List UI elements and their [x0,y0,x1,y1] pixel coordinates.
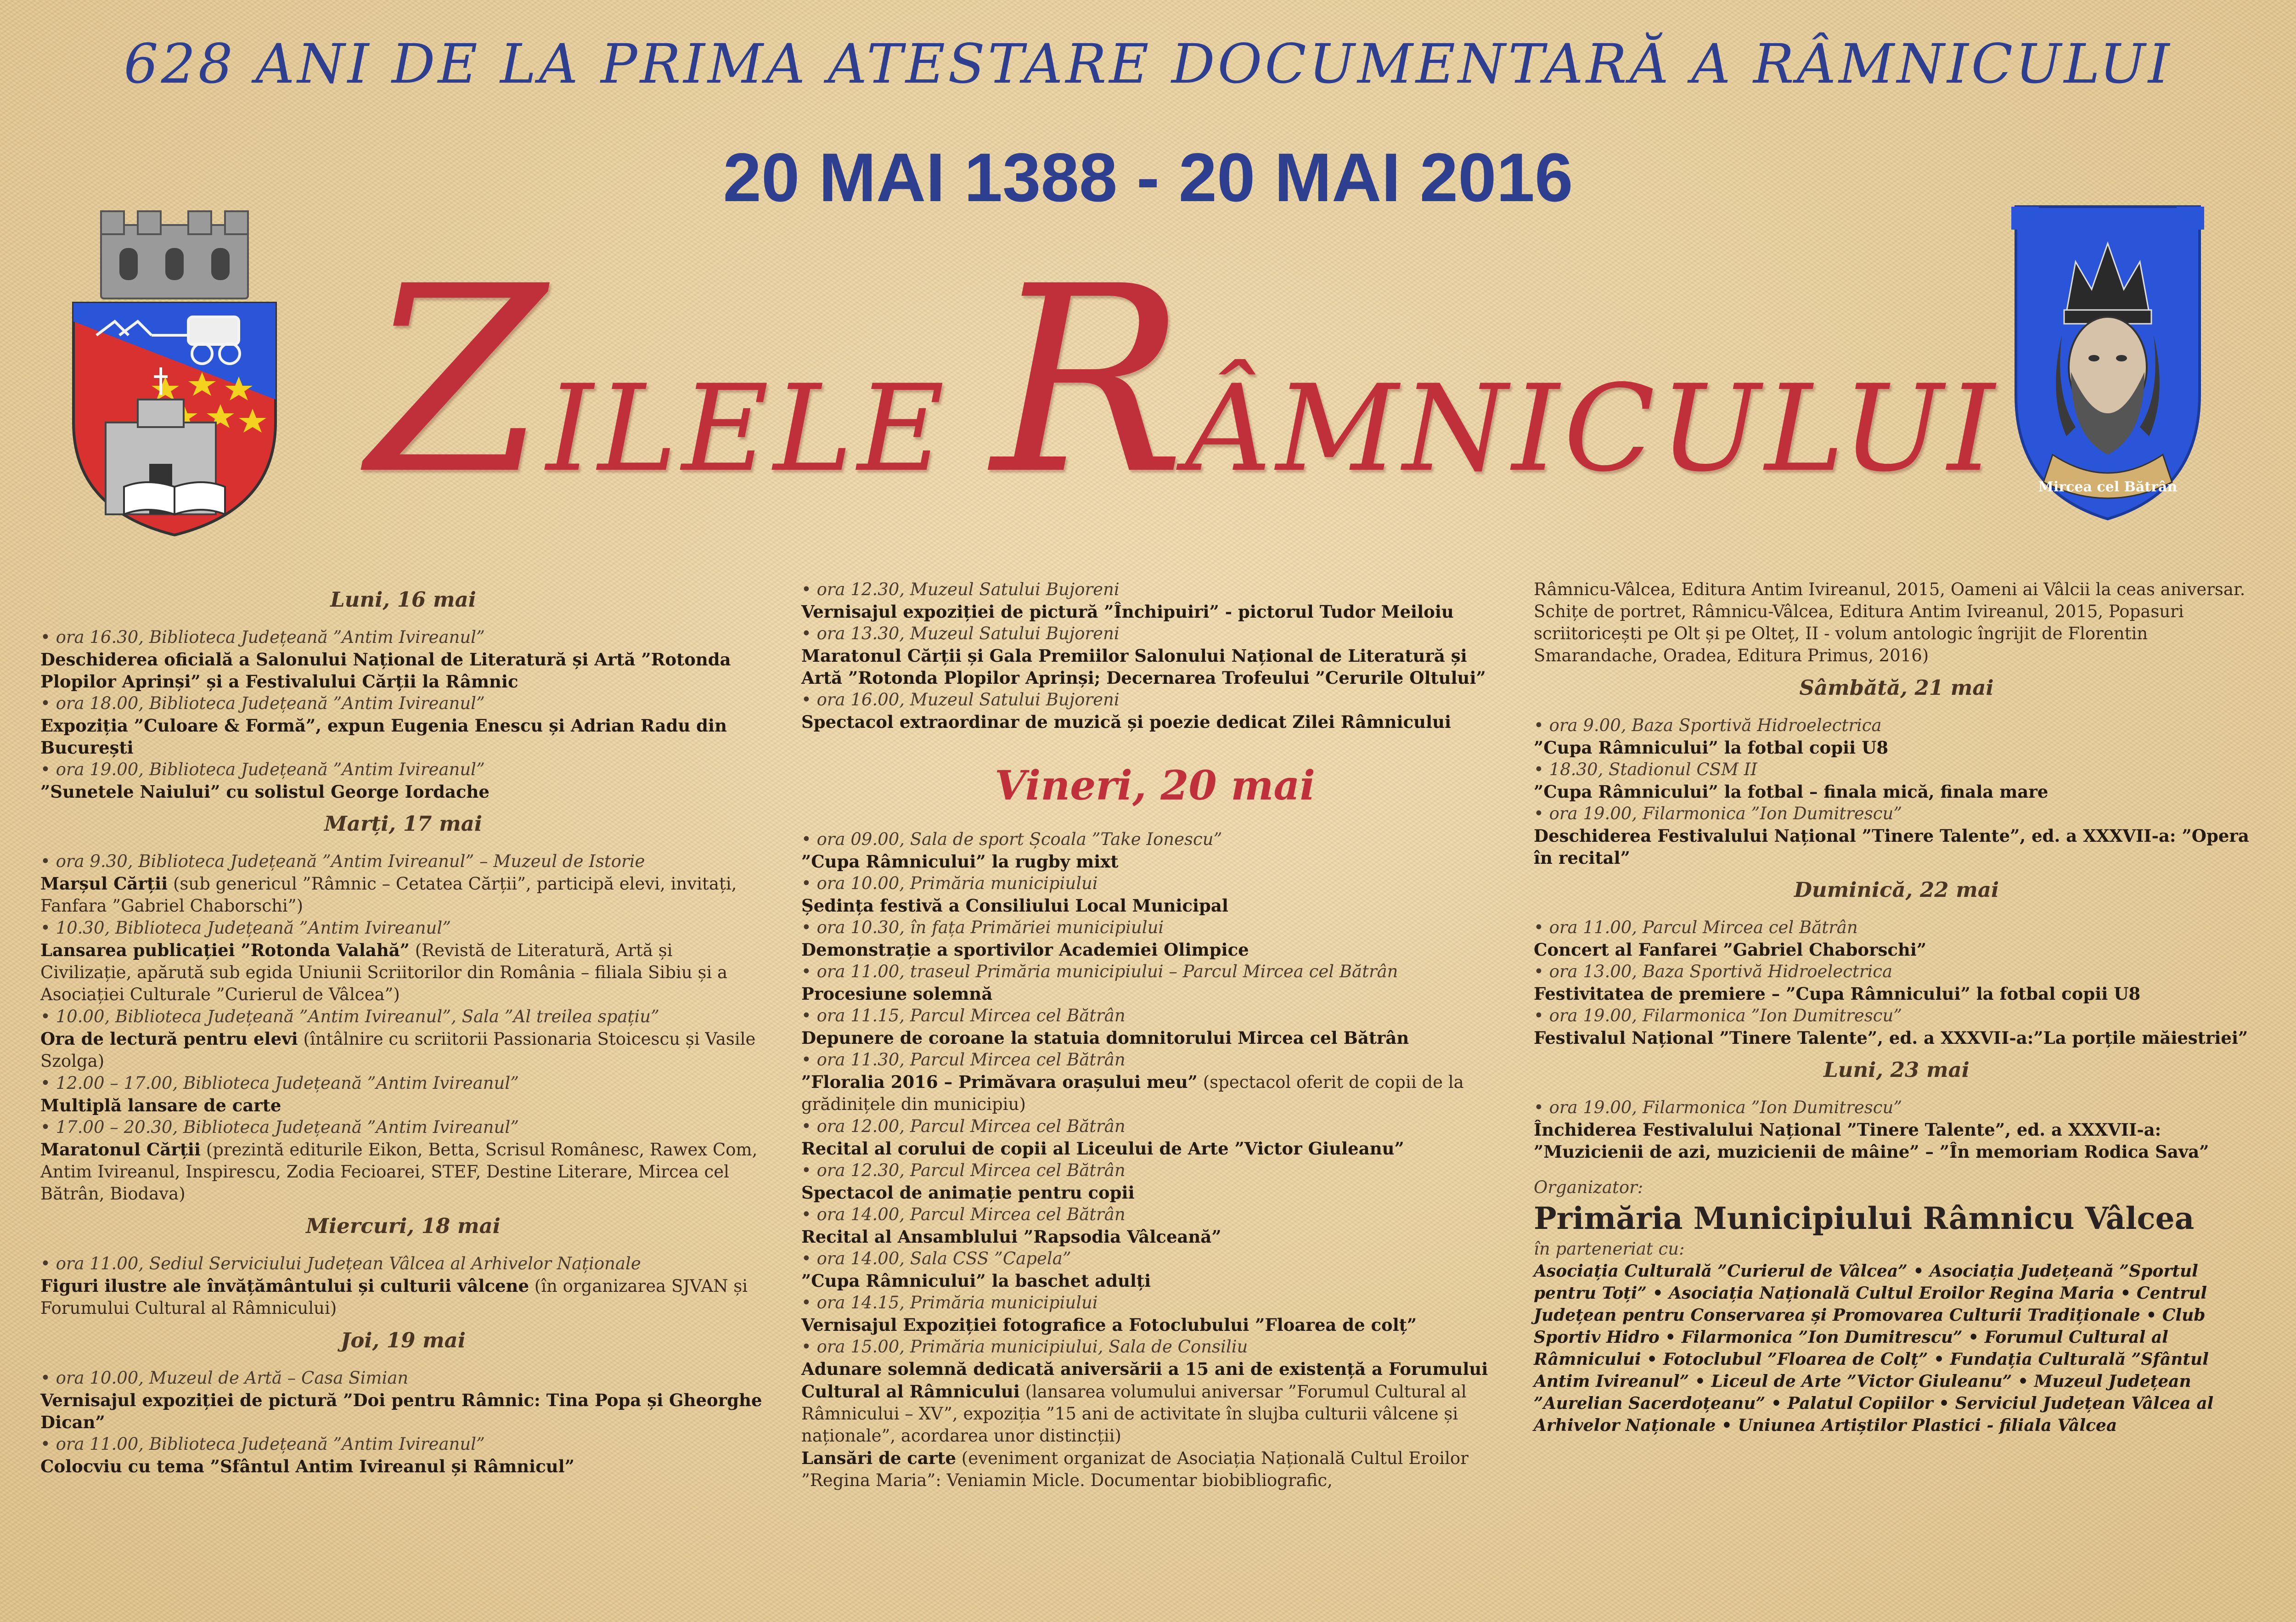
title-word-1-rest: ILELE [546,360,991,498]
day-heading: Sâmbătă, 21 mai [1534,677,2259,699]
title-initial-z: Z [367,231,546,531]
event-details: (prezintă editurile Eikon, Betta, Scrisul Românesc, Rawex Com, Antim Ivireanul, Inspirescu, Zodia Fecioarei, STEF, Destine Literare, Mircea cel Bătrân, Biodava) [40,1140,757,1204]
event-title: Maratonul Cărții și Gala Premiilor Salonului Național de Literatură și Artă ”Rotonda Plopilor Aprinși; Decernarea Trofeului ”Cerurile Oltului” [801,645,1508,689]
event-time-place: • ora 15.00, Primăria municipiului, Sala de Consiliu [801,1336,1508,1358]
event-title: Ședința festivă a Consiliului Local Municipal [801,895,1508,917]
event-time-place: • 17.00 – 20.30, Biblioteca Județeană ”Antim Ivireanul” [40,1116,766,1138]
event-details: (în organizarea SJVAN și Forumului Cultural al Râmnicului) [40,1276,748,1318]
event-title: ”Cupa Râmnicului” la baschet adulți [801,1270,1508,1292]
event-title: Lansarea publicației ”Rotonda Valahă” [40,940,410,960]
event-title: Recital al Ansamblului ”Rapsodia Vâlceană” [801,1226,1508,1248]
event-time-place: • ora 13.00, Baza Sportivă Hidroelectrica [1534,961,2259,983]
event-title: Maratonul Cărții [40,1139,201,1160]
crest-caption: Mircea cel Bătrân [2038,479,2178,495]
event-time-place: • ora 10.00, Muzeul de Artă – Casa Simian [40,1367,766,1389]
event-time-place: • ora 11.00, traseul Primăria municipiului – Parcul Mircea cel Bătrân [801,961,1508,983]
event-title: Spectacol de animație pentru copii [801,1182,1508,1204]
event-details: (sub genericul ”Râmnic – Cetatea Cărții”, participă elevi, invitați, Fanfara ”Gabriel Chaborschi”) [40,874,737,916]
event-time-place: • ora 9.00, Baza Sportivă Hidroelectrica [1534,715,2259,737]
event-title: ”Sunetele Naiului” cu solistul George Iordache [40,781,766,803]
event-title: Multiplă lansare de carte [40,1094,766,1116]
event-title: Ora de lectură pentru elevi [40,1029,298,1049]
event-time-place: • ora 12.30, Parcul Mircea cel Bătrân [801,1160,1508,1182]
event-title: ”Cupa Râmnicului” la fotbal – finala mică, finala mare [1534,781,2259,803]
event-time-place: • ora 11.00, Parcul Mircea cel Bătrân [1534,917,2259,939]
event-time-place: • ora 12.00, Parcul Mircea cel Bătrân [801,1115,1508,1138]
event-time-place: • ora 14.00, Parcul Mircea cel Bătrân [801,1204,1508,1226]
event-time-place: • ora 12.30, Muzeul Satului Bujoreni [801,579,1508,601]
event-title: Deschiderea Festivalului Național ”Tinere Talente”, ed. a XXXVII-a: ”Opera în recital” [1534,825,2259,869]
event-time-place: • ora 19.00, Filarmonica ”Ion Dumitrescu” [1534,1097,2259,1119]
date-range: 20 MAI 1388 - 20 MAI 2016 [0,138,2296,217]
event-title: Festivalul Național ”Tinere Talente”, ed. a XXXVII-a:”La porțile măiestriei” [1534,1027,2259,1049]
event-time-place: • ora 10.00, Primăria municipiului [801,873,1508,895]
event-title: Adunare solemnă dedicată aniversării a 15 ani de existență a Forumului Cultural al Râmnicului [801,1359,1488,1402]
event-title: Expoziția ”Culoare & Formă”, expun Eugenia Enescu și Adrian Radu din București [40,715,766,759]
event-title: Marșul Cărții [40,873,168,894]
event-time-place: • ora 11.30, Parcul Mircea cel Bătrân [801,1049,1508,1071]
event-time-place: • ora 18.00, Biblioteca Județeană ”Antim Ivireanul” [40,693,766,715]
event-time-place: • ora 09.00, Sala de sport Școala ”Take Ionescu” [801,828,1508,850]
event-title: ”Floralia 2016 – Primăvara orașului meu” [801,1072,1198,1092]
event-title: Vernisajul expoziției de pictură ”Doi pentru Râmnic: Tina Popa și Gheorghe Dican” [40,1389,766,1433]
event-time-place: • ora 19.00, Filarmonica ”Ion Dumitrescu” [1534,803,2259,825]
event-details: (întâlnire cu scriitorii Passionaria Stoicescu și Vasile Szolga) [40,1029,755,1071]
event-time-place: • ora 11.15, Parcul Mircea cel Bătrân [801,1005,1508,1027]
event-title: Vernisajul expoziției de pictură ”Închipuiri” - pictorul Tudor Meiloiu [801,601,1508,623]
event-title: Demonstrație a sportivilor Academiei Olimpice [801,939,1508,961]
event-title: Vernisajul Expoziției fotografice a Fotoclubului ”Floarea de colț” [801,1314,1508,1336]
event-title: Închiderea Festivalului Național ”Tinere Talente”, ed. a XXXVII-a: ”Muzicienii de azi, muzicienii de mâine” – ”În memoriam Rodica Sava” [1534,1119,2259,1163]
event-details: (eveniment organizat de Asociația Națională Cultul Eroilor ”Regina Maria”: Veniamin Micle. Documentar biobibliografic, [801,1448,1469,1490]
event-title: Colocviu cu tema ”Sfântul Antim Ivireanul și Râmnicul” [40,1455,766,1477]
event-time-place: • 10.00, Biblioteca Județeană ”Antim Ivireanul”, Sala ”Al treilea spațiu” [40,1006,766,1028]
partners-list: Asociația Culturală ”Curierul de Vâlcea” • Asociația Județeană ”Sportul pentru Toți” • Asociația Națională Cultul Eroilor Regina Maria • Centrul Județean pentru Conservarea și Promovarea Culturii Tradiționale • Club Sportiv Hidro • Filarmonica ”Ion Dumitrescu” • Forumul Cultural al Râmnicului • Fotoclubul ”Floarea de Colț” • Fundația Culturală ”Sfântul Antim Ivireanul” • Liceul de Arte ”Victor Giuleanu” • Muzeul Județean ”Aurelian Sacerdoțeanu” • Palatul Copiilor • Serviciul Județean Vâlcea al Arhivelor Naționale • Uniunea Artiștilor Plastici - filiala Vâlcea [1534,1260,2259,1436]
day-heading-main: Vineri, 20 mai [801,774,1508,796]
event-title: Festivitatea de premiere – ”Cupa Râmnicului” la fotbal copii U8 [1534,983,2259,1005]
event-time-place: • 10.30, Biblioteca Județeană ”Antim Ivireanul” [40,917,766,939]
event-time-place: • ora 16.30, Biblioteca Județeană ”Antim Ivireanul” [40,626,766,648]
event-details: (Revistă de Literatură, Artă și Civilizație, apărută sub egida Uniunii Scriitorilor din România – filiala Sibiu și a Asociației Culturale ”Curierul de Vâlcea”) [40,941,727,1004]
event-time-place: • ora 19.00, Filarmonica ”Ion Dumitrescu” [1534,1005,2259,1027]
title-initial-r: R [991,231,1185,531]
day-heading: Luni, 23 mai [1534,1059,2259,1081]
event-time-place: • ora 16.00, Muzeul Satului Bujoreni [801,689,1508,711]
partners-label: în parteneriat cu: [1534,1238,2259,1260]
event-time-place: • ora 11.00, Biblioteca Județeană ”Antim Ivireanul” [40,1433,766,1455]
event-title: ”Cupa Râmnicului” la fotbal copii U8 [1534,737,2259,759]
event-title: Recital al corului de copii al Liceului de Arte ”Victor Giuleanu” [801,1138,1508,1160]
anniversary-title: 628 ANI DE LA PRIMA ATESTARE DOCUMENTARĂ A RÂMNICULUI [0,32,2296,96]
event-title: Depunere de coroane la statuia domnitorului Mircea cel Bătrân [801,1027,1508,1049]
event-title: Figuri ilustre ale învățământului și culturii vâlcene [40,1276,529,1296]
event-time-place: • ora 14.15, Primăria municipiului [801,1292,1508,1314]
event-title: Procesiune solemnă [801,983,1508,1005]
event-time-place: • ora 10.30, în fața Primăriei municipiului [801,917,1508,939]
event-title: Spectacol extraordinar de muzică și poezie dedicat Zilei Râmnicului [801,711,1508,733]
event-title: Concert al Fanfarei ”Gabriel Chaborschi” [1534,939,2259,961]
organizer-label: Organizator: [1534,1177,2259,1199]
event-title: ”Cupa Râmnicului” la rugby mixt [801,850,1508,873]
event-time-place: • ora 13.30, Muzeul Satului Bujoreni [801,623,1508,645]
event-title: Deschiderea oficială a Salonului Național de Literatură și Artă ”Rotonda Plopilor Aprinși” și a Festivalului Cărții la Râmnic [40,648,766,693]
event-time-place: • ora 14.00, Sala CSS ”Capela” [801,1248,1508,1270]
event-time-place: • ora 9.30, Biblioteca Județeană ”Antim Ivireanul” – Muzeul de Istorie [40,850,766,873]
day-heading: Miercuri, 18 mai [40,1215,766,1237]
event-time-place: • ora 11.00, Sediul Serviciului Județean Vâlcea al Arhivelor Naționale [40,1253,766,1275]
day-heading: Luni, 16 mai [40,589,766,611]
event-time-place: • 12.00 – 17.00, Biblioteca Județeană ”Antim Ivireanul” [40,1072,766,1094]
event-details-continued: Râmnicu-Vâlcea, Editura Antim Ivireanul, 2015, Oameni ai Vâlcii la ceas aniversar. Schițe de portret, Râmnicu-Vâlcea, Editura Antim Ivireanul, 2015, Popasuri scriitoricești pe Olt și pe Olteț, II - volum antologic îngrijit de Florentin Smarandache, Oradea, Editura Primus, 2016) [1534,579,2259,667]
event-details: (spectacol oferit de copii de la grădinițele din municipiu) [801,1072,1464,1114]
event-time-place: • 18.30, Stadionul CSM II [1534,759,2259,781]
day-heading: Marți, 17 mai [40,813,766,835]
event-title: Lansări de carte [801,1448,956,1468]
day-heading: Joi, 19 mai [40,1329,766,1352]
event-details: (lansarea volumului aniversar ”Forumul Cultural al Râmnicului – XV”, expoziția ”15 ani de activitate în slujba culturii vâlcene și naționale”, acordarea unor distincții) [801,1382,1467,1446]
title-word-2-rest: ÂMNICULUI [1185,360,1999,498]
organizer-name: Primăria Municipiului Râmnicu Vâlcea [1534,1199,2259,1238]
event-time-place: • ora 19.00, Biblioteca Județeană ”Antim Ivireanul” [40,759,766,781]
day-heading: Duminică, 22 mai [1534,879,2259,901]
